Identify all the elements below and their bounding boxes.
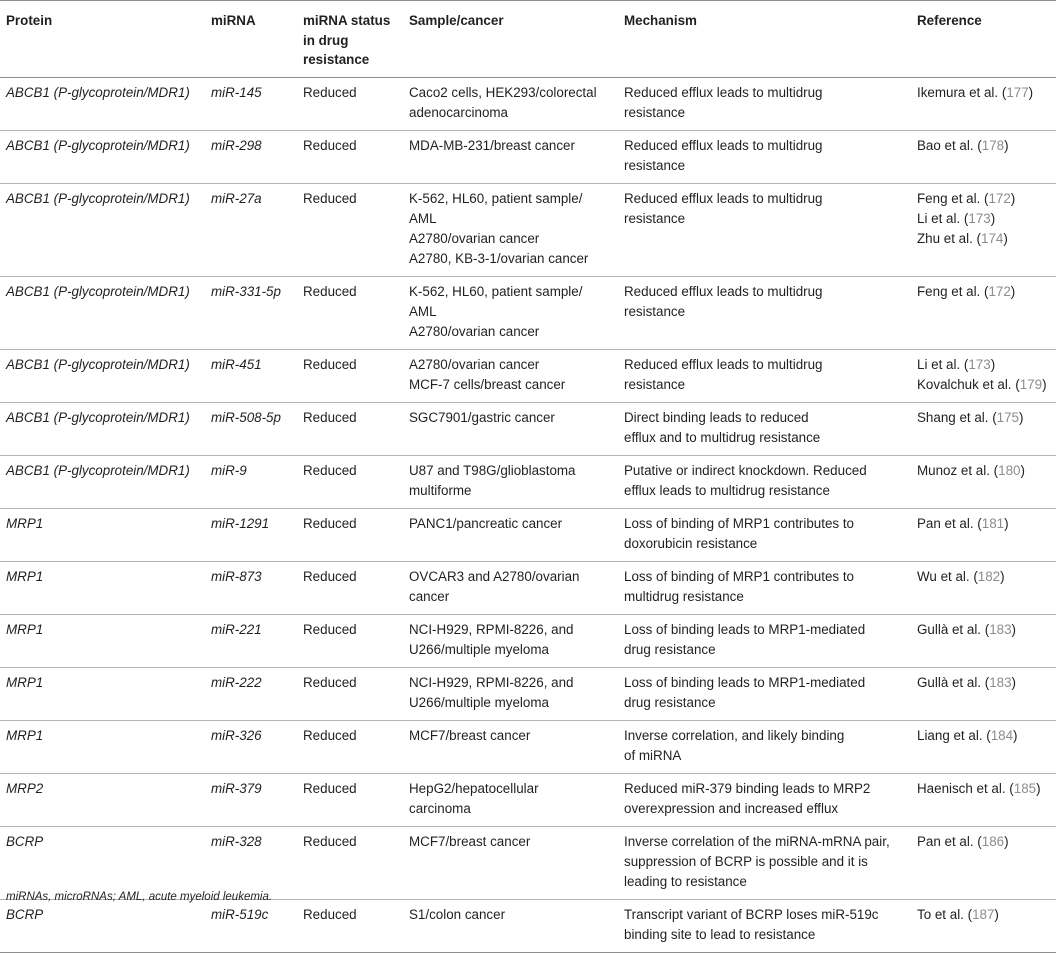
sample-cell-line: U266/multiple myeloma (409, 694, 549, 710)
reference-cell (911, 667, 1056, 720)
mechanism-cell-line: overexpression and increased efflux (624, 800, 839, 816)
header-status: miRNA status in drug resistance (297, 1, 403, 78)
protein-cell: ABCB1 (P-glycoprotein/MDR1) (0, 183, 205, 276)
reference-cell (911, 77, 1056, 130)
mechanism-cell (618, 276, 911, 349)
reference-line (917, 905, 1054, 925)
status-cell: Reduced (297, 402, 403, 455)
protein-cell: BCRP (0, 899, 205, 952)
mechanism-cell-line: Reduced efflux leads to multidrug (624, 84, 823, 100)
mirna-cell: miR-508-5p (205, 402, 297, 455)
reference-line (917, 408, 1054, 428)
status-cell: Reduced (297, 667, 403, 720)
mechanism-cell (618, 402, 911, 455)
sample-cell-line: U87 and T98G/glioblastoma (409, 462, 576, 478)
reference-cell (911, 614, 1056, 667)
reference-number-link[interactable]: 177 (1006, 84, 1029, 100)
sample-cell-line: MCF-7 cells/breast cancer (409, 376, 566, 392)
status-cell: Reduced (297, 183, 403, 276)
sample-cell-line: U266/multiple myeloma (409, 641, 549, 657)
protein-cell: ABCB1 (P-glycoprotein/MDR1) (0, 276, 205, 349)
mechanism-cell-line: resistance (624, 157, 686, 173)
mirna-cell: miR-27a (205, 183, 297, 276)
reference-author: Pan et al. ( (917, 833, 982, 849)
mirna-cell: miR-221 (205, 614, 297, 667)
mechanism-cell-line: leading to resistance (624, 873, 747, 889)
table-row (0, 77, 1056, 130)
reference-line (917, 461, 1054, 481)
table-footnote: miRNAs, microRNAs; AML, acute myeloid leukemia. (6, 891, 273, 903)
table-body (0, 77, 1056, 952)
reference-cell (911, 130, 1056, 183)
mirna-cell: miR-9 (205, 455, 297, 508)
reference-line (917, 209, 1054, 229)
reference-cell (911, 508, 1056, 561)
reference-line (917, 673, 1054, 693)
mirna-cell: miR-451 (205, 349, 297, 402)
reference-author: Liang et al. ( (917, 727, 991, 743)
reference-number-link[interactable]: 185 (1013, 780, 1037, 796)
protein-cell: MRP1 (0, 561, 205, 614)
reference-author: Li et al. ( (917, 210, 969, 226)
protein-cell: MRP2 (0, 773, 205, 826)
mechanism-cell-line: Reduced efflux leads to multidrug (624, 283, 823, 299)
sample-cell-line: SGC7901/gastric cancer (409, 409, 555, 425)
reference-close: ) (1003, 230, 1008, 246)
mechanism-cell-line: efflux and to multidrug resistance (624, 429, 821, 445)
table-row (0, 508, 1056, 561)
protein-cell: ABCB1 (P-glycoprotein/MDR1) (0, 402, 205, 455)
mechanism-cell-line: Reduced miR-379 binding leads to MRP2 (624, 780, 871, 796)
mechanism-cell (618, 455, 911, 508)
sample-cell (403, 130, 618, 183)
sample-cell-line: K-562, HL60, patient sample/ (409, 283, 583, 299)
mirna-cell: miR-379 (205, 773, 297, 826)
sample-cell-line: S1/colon cancer (409, 906, 506, 922)
reference-line (917, 726, 1054, 746)
reference-author: Pan et al. ( (917, 515, 982, 531)
reference-number-link[interactable]: 172 (988, 190, 1011, 206)
sample-cell-line: carcinoma (409, 800, 471, 816)
mechanism-cell-line: Loss of binding leads to MRP1-mediated (624, 674, 866, 690)
mirna-cell: miR-328 (205, 826, 297, 899)
status-cell: Reduced (297, 773, 403, 826)
sample-cell (403, 455, 618, 508)
reference-author: Feng et al. ( (917, 190, 989, 206)
reference-number-link[interactable]: 183 (989, 674, 1012, 690)
mechanism-cell-line: resistance (624, 303, 686, 319)
sample-cell-line: MDA-MB-231/breast cancer (409, 137, 575, 153)
reference-author: Wu et al. ( (917, 568, 978, 584)
sample-cell-line: adenocarcinoma (409, 104, 509, 120)
table-row (0, 402, 1056, 455)
mirna-cell: miR-873 (205, 561, 297, 614)
reference-number-link[interactable]: 179 (1019, 376, 1043, 392)
status-cell: Reduced (297, 276, 403, 349)
reference-author: Haenisch et al. ( (917, 780, 1014, 796)
reference-author: Zhu et al. ( (917, 230, 982, 246)
reference-cell (911, 720, 1056, 773)
sample-cell (403, 183, 618, 276)
mechanism-cell-line: multidrug resistance (624, 588, 744, 604)
sample-cell-line: A2780/ovarian cancer (409, 356, 540, 372)
mechanism-cell (618, 183, 911, 276)
mechanism-cell-line: binding site to lead to resistance (624, 926, 816, 942)
sample-cell-line: multiforme (409, 482, 472, 498)
status-cell: Reduced (297, 561, 403, 614)
reference-author: Feng et al. ( (917, 283, 989, 299)
sample-cell-line: NCI-H929, RPMI-8226, and (409, 674, 574, 690)
sample-cell (403, 508, 618, 561)
mechanism-cell-line: Loss of binding of MRP1 contributes to (624, 568, 855, 584)
mechanism-cell (618, 561, 911, 614)
reference-close: ) (1004, 833, 1009, 849)
sample-cell-line: OVCAR3 and A2780/ovarian (409, 568, 580, 584)
mechanism-cell-line: Reduced efflux leads to multidrug (624, 190, 823, 206)
reference-cell (911, 773, 1056, 826)
sample-cell-line: HepG2/hepatocellular (409, 780, 539, 796)
status-cell: Reduced (297, 720, 403, 773)
reference-cell (911, 349, 1056, 402)
sample-cell (403, 667, 618, 720)
mirna-cell: miR-222 (205, 667, 297, 720)
header-mirna: miRNA (205, 1, 297, 78)
sample-cell-line: K-562, HL60, patient sample/ (409, 190, 583, 206)
sample-cell-line: Caco2 cells, HEK293/colorectal (409, 84, 597, 100)
reference-close: ) (1010, 190, 1016, 206)
reference-line (917, 375, 1054, 395)
sample-cell (403, 826, 618, 899)
sample-cell-line: AML (409, 210, 437, 226)
sample-cell (403, 720, 618, 773)
mechanism-cell-line: resistance (624, 376, 686, 392)
mechanism-cell-line: of miRNA (624, 747, 682, 763)
reference-close: ) (1028, 84, 1034, 100)
table-row (0, 276, 1056, 349)
mechanism-cell-line: drug resistance (624, 694, 716, 710)
table-row (0, 561, 1056, 614)
reference-line (917, 229, 1054, 249)
reference-close: ) (1036, 780, 1041, 796)
table-row (0, 614, 1056, 667)
header-reference: Reference (911, 1, 1056, 78)
table-row (0, 667, 1056, 720)
table-row (0, 899, 1056, 952)
reference-number-link[interactable]: 186 (981, 833, 1005, 849)
reference-author: Kovalchuk et al. ( (917, 376, 1020, 392)
reference-cell (911, 826, 1056, 899)
status-cell: Reduced (297, 130, 403, 183)
reference-number-link[interactable]: 181 (981, 515, 1005, 531)
reference-line (917, 514, 1054, 534)
status-cell: Reduced (297, 899, 403, 952)
sample-cell (403, 773, 618, 826)
status-cell: Reduced (297, 826, 403, 899)
mechanism-cell (618, 667, 911, 720)
protein-cell: ABCB1 (P-glycoprotein/MDR1) (0, 455, 205, 508)
reference-author: Bao et al. ( (917, 137, 982, 153)
mechanism-cell (618, 614, 911, 667)
mechanism-cell-line: doxorubicin resistance (624, 535, 758, 551)
protein-cell: MRP1 (0, 667, 205, 720)
mirna-cell: miR-331-5p (205, 276, 297, 349)
reference-author: Gullà et al. ( (917, 621, 990, 637)
status-cell: Reduced (297, 349, 403, 402)
reference-number-link[interactable]: 182 (977, 568, 1001, 584)
protein-cell: MRP1 (0, 614, 205, 667)
sample-cell-line: MCF7/breast cancer (409, 727, 531, 743)
mechanism-cell-line: efflux leads to multidrug resistance (624, 482, 830, 498)
mechanism-cell-line: resistance (624, 104, 686, 120)
reference-line (917, 779, 1054, 799)
mechanism-cell (618, 899, 911, 952)
sample-cell-line: cancer (409, 588, 450, 604)
reference-close: ) (1042, 376, 1047, 392)
header-row (0, 1, 1056, 78)
sample-cell-line: A2780/ovarian cancer (409, 230, 540, 246)
reference-close: ) (1010, 283, 1016, 299)
mechanism-cell-line: Reduced efflux leads to multidrug (624, 356, 823, 372)
reference-author: Shang et al. ( (917, 409, 997, 425)
status-cell: Reduced (297, 455, 403, 508)
sample-cell-line: A2780, KB-3-1/ovarian cancer (409, 250, 589, 266)
mirna-cell: miR-326 (205, 720, 297, 773)
table-header (0, 1, 1056, 78)
reference-line (917, 136, 1054, 156)
reference-number-link[interactable]: 187 (972, 906, 995, 922)
reference-close: ) (1004, 137, 1009, 153)
mechanism-cell-line: Loss of binding of MRP1 contributes to (624, 515, 855, 531)
reference-number-link[interactable]: 173 (968, 210, 991, 226)
reference-line (917, 83, 1054, 103)
reference-number-link[interactable]: 183 (989, 621, 1012, 637)
mechanism-cell (618, 77, 911, 130)
reference-author: Gullà et al. ( (917, 674, 990, 690)
status-cell: Reduced (297, 614, 403, 667)
reference-line (917, 189, 1054, 209)
reference-cell (911, 899, 1056, 952)
reference-line (917, 282, 1054, 302)
reference-line (917, 355, 1054, 375)
mechanism-cell-line: resistance (624, 210, 686, 226)
mechanism-cell-line: Loss of binding leads to MRP1-mediated (624, 621, 866, 637)
mechanism-cell (618, 508, 911, 561)
status-cell: Reduced (297, 508, 403, 561)
reference-author: To et al. ( (917, 906, 973, 922)
protein-cell: BCRP (0, 826, 205, 899)
mechanism-cell-line: Inverse correlation of the miRNA-mRNA pair, (624, 833, 890, 849)
mechanism-cell (618, 826, 911, 899)
mechanism-cell-line: suppression of BCRP is possible and it is (624, 853, 868, 869)
table-row (0, 455, 1056, 508)
header-sample: Sample/cancer (403, 1, 618, 78)
mechanism-cell (618, 349, 911, 402)
reference-close: ) (990, 356, 996, 372)
reference-cell (911, 455, 1056, 508)
sample-cell (403, 349, 618, 402)
sample-cell-line: MCF7/breast cancer (409, 833, 531, 849)
header-mechanism: Mechanism (618, 1, 911, 78)
reference-number-link[interactable]: 178 (981, 137, 1005, 153)
reference-line (917, 620, 1054, 640)
mirna-cell: miR-519c (205, 899, 297, 952)
sample-cell-line: AML (409, 303, 437, 319)
reference-author: Ikemura et al. ( (917, 84, 1007, 100)
sample-cell (403, 276, 618, 349)
reference-number-link[interactable]: 180 (998, 462, 1021, 478)
reference-close: ) (1011, 674, 1017, 690)
mechanism-cell-line: Inverse correlation, and likely binding (624, 727, 845, 743)
sample-cell (403, 899, 618, 952)
reference-number-link[interactable]: 175 (996, 409, 1019, 425)
table-row (0, 720, 1056, 773)
mechanism-cell (618, 773, 911, 826)
mechanism-cell-line: Direct binding leads to reduced (624, 409, 809, 425)
reference-number-link[interactable]: 184 (990, 727, 1014, 743)
protein-cell: MRP1 (0, 720, 205, 773)
mechanism-cell (618, 130, 911, 183)
sample-cell-line: PANC1/pancreatic cancer (409, 515, 563, 531)
mechanism-cell-line: Putative or indirect knockdown. Reduced (624, 462, 867, 478)
table-row (0, 130, 1056, 183)
mechanism-cell-line: Reduced efflux leads to multidrug (624, 137, 823, 153)
mirna-cell: miR-298 (205, 130, 297, 183)
sample-cell (403, 77, 618, 130)
reference-number-link[interactable]: 174 (981, 230, 1004, 246)
reference-close: ) (1013, 727, 1018, 743)
protein-cell: ABCB1 (P-glycoprotein/MDR1) (0, 77, 205, 130)
reference-close: ) (1020, 462, 1025, 478)
reference-number-link[interactable]: 172 (988, 283, 1011, 299)
protein-cell: ABCB1 (P-glycoprotein/MDR1) (0, 349, 205, 402)
reference-close: ) (1004, 515, 1009, 531)
sample-cell (403, 614, 618, 667)
reference-close: ) (994, 906, 999, 922)
table-row (0, 349, 1056, 402)
reference-cell (911, 561, 1056, 614)
reference-author: Munoz et al. ( (917, 462, 999, 478)
reference-number-link[interactable]: 173 (968, 356, 991, 372)
header-protein: Protein (0, 1, 205, 78)
reference-close: ) (1019, 409, 1024, 425)
reference-cell (911, 183, 1056, 276)
reference-author: Li et al. ( (917, 356, 969, 372)
status-cell: Reduced (297, 77, 403, 130)
mechanism-cell-line: drug resistance (624, 641, 716, 657)
protein-cell: MRP1 (0, 508, 205, 561)
mechanism-cell-line: Transcript variant of BCRP loses miR-519c (624, 906, 879, 922)
reference-cell (911, 402, 1056, 455)
mirna-cell: miR-1291 (205, 508, 297, 561)
table-row (0, 773, 1056, 826)
table-row (0, 183, 1056, 276)
sample-cell (403, 561, 618, 614)
sample-cell-line: A2780/ovarian cancer (409, 323, 540, 339)
reference-close: ) (1000, 568, 1005, 584)
mechanism-cell (618, 720, 911, 773)
sample-cell-line: NCI-H929, RPMI-8226, and (409, 621, 574, 637)
reference-cell (911, 276, 1056, 349)
reference-line (917, 832, 1054, 852)
reference-close: ) (1011, 621, 1017, 637)
reference-close: ) (990, 210, 996, 226)
mirna-cell: miR-145 (205, 77, 297, 130)
protein-cell: ABCB1 (P-glycoprotein/MDR1) (0, 130, 205, 183)
sample-cell (403, 402, 618, 455)
reference-line (917, 567, 1054, 587)
